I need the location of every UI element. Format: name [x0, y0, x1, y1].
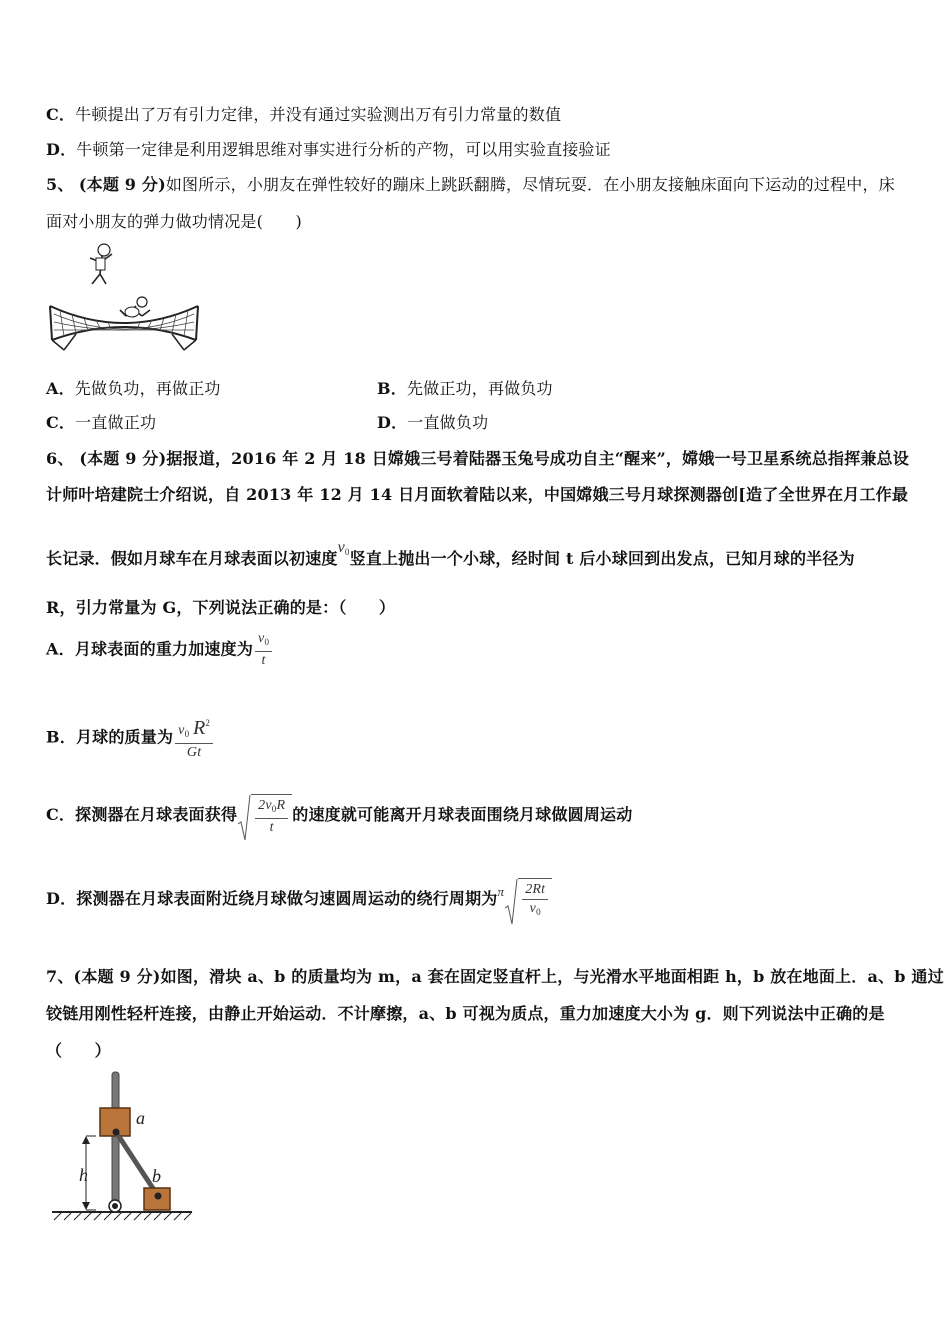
initial-velocity-symbol: $v_0$	[337, 539, 350, 557]
option-label: C．	[46, 413, 76, 432]
q6-option-a	[46, 630, 274, 670]
q6-option-d	[46, 878, 552, 921]
option-label: A．	[46, 639, 75, 659]
option-label: A．	[46, 379, 75, 398]
question-text: 竖直上抛出一个小球，经时间 t 后小球回到出发点，已知月球的半径为	[349, 549, 855, 568]
label-b: b	[152, 1166, 161, 1186]
question-score: (本题 9 分)	[73, 967, 161, 986]
q4-option-c	[46, 102, 561, 125]
option-label: B．	[377, 379, 407, 398]
option-text: 探测器在月球表面附近绕月球做匀速圆周运动的绕行周期为	[76, 889, 498, 908]
fraction-v0-over-t: $\frac{v_0}{t}$	[255, 630, 272, 670]
sqrt-orbital-period: $\frac{2Rt}{v_0}$	[504, 878, 552, 921]
radical-sign	[504, 878, 518, 928]
option-text: 一直做负功	[407, 413, 489, 432]
slider-rod-figure	[48, 1068, 196, 1228]
question-text: 计师叶培建院士介绍说，自 2013 年 12 月 14 日月面软着陆以来，中国嫦娥三号月球探测器创[造了全世界在月工作最	[46, 485, 909, 504]
question-text: 如图所示，小朋友在弹性较好的蹦床上跳跃翻腾，尽情玩耍．在小朋友接触床面向下运动的过程中，床	[165, 175, 895, 194]
question-text: 面对小朋友的弹力做功情况是( )	[46, 212, 302, 231]
label-h: h	[79, 1165, 88, 1185]
sqrt-escape-speed: $\frac{2v_0R}{t}$	[237, 794, 292, 837]
q5-options-row2	[46, 410, 156, 433]
pi-symbol: π	[497, 884, 505, 899]
q6-stem-line1	[46, 446, 909, 469]
fraction-moon-mass: $\frac{v_0 R^2}{Gt}$	[175, 714, 213, 762]
question-score: (本题 9 分)	[78, 175, 166, 194]
q7-stem-line3	[46, 1038, 111, 1061]
option-text: 探测器在月球表面获得	[75, 805, 238, 824]
question-number: 5、	[46, 175, 74, 194]
q7-stem-line2	[46, 1001, 885, 1024]
option-label: B．	[46, 727, 76, 747]
option-text: 先做正功，再做负功	[406, 379, 553, 398]
option-label: C．	[46, 805, 76, 824]
trampoline-figure	[46, 240, 202, 358]
q6-stem-line4	[46, 595, 395, 618]
question-text: 长记录．假如月球车在月球表面以初速度	[46, 549, 338, 568]
q6-option-c	[46, 794, 632, 837]
option-text: 月球的质量为	[75, 727, 174, 747]
q4-option-d	[46, 137, 611, 160]
q6-stem-line3	[46, 539, 855, 569]
q5-stem-line2	[46, 209, 302, 232]
option-text: 月球表面的重力加速度为	[74, 639, 254, 659]
option-label: D．	[46, 889, 77, 908]
option-label: D．	[377, 413, 408, 432]
option-label: D．	[46, 140, 77, 159]
option-text: 牛顿第一定律是利用逻辑思维对事实进行分析的产物，可以用实验直接验证	[76, 140, 611, 159]
question-text: 据报道，2016 年 2 月 18 日嫦娥三号着陆器玉兔号成功自主“醒来”，嫦娥一号卫星系统总指挥兼总设	[166, 449, 909, 468]
q5-option-b	[377, 376, 553, 399]
question-text: R，引力常量为 G，下列说法正确的是：（ ）	[46, 598, 396, 617]
q7-stem-line1	[46, 964, 944, 987]
q5-option-d	[377, 410, 488, 433]
q5-stem-line1	[46, 172, 895, 195]
option-text: 一直做正功	[75, 413, 157, 432]
option-text: 牛顿提出了万有引力定律，并没有通过实验测出万有引力常量的数值	[75, 105, 562, 124]
q6-option-b	[46, 714, 215, 762]
question-text: （ ）	[46, 1041, 111, 1060]
question-text: 如图，滑块 a、b 的质量均为 m，a 套在固定竖直杆上，与光滑水平地面相距 h，b 放在地面上．a、b 通过	[160, 967, 944, 986]
radical-sign	[237, 794, 251, 844]
label-a: a	[136, 1108, 145, 1128]
option-text: 的速度就可能离开月球表面围绕月球做圆周运动	[292, 805, 633, 824]
question-number: 7、	[46, 967, 74, 986]
option-label: C．	[46, 105, 76, 124]
question-score: (本题 9 分)	[79, 449, 167, 468]
q5-options-row1	[46, 376, 221, 399]
question-number: 6、	[46, 449, 74, 468]
q6-stem-line2	[46, 482, 908, 505]
option-text: 先做负功，再做正功	[74, 379, 221, 398]
question-text: 铰链用刚性轻杆连接，由静止开始运动．不计摩擦，a、b 可视为质点，重力加速度大小为 g．则下列说法中正确的是	[46, 1004, 885, 1023]
